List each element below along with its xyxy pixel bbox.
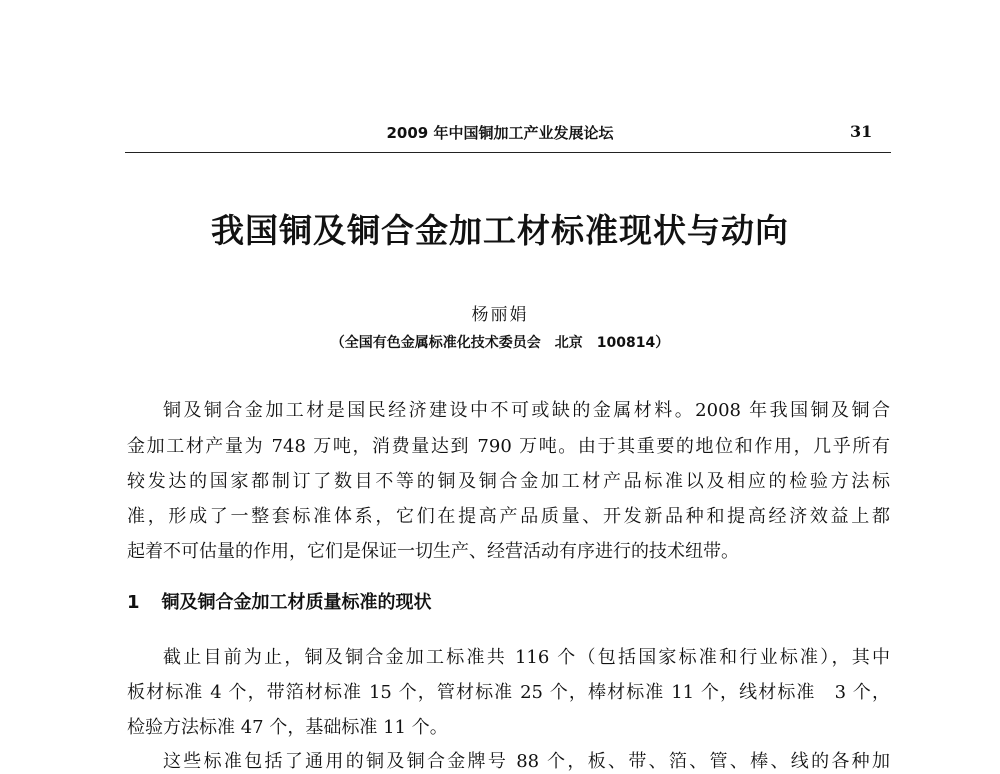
text-line: 这些标准包括了通用的铜及铜合金牌号 88 个，板、带、箔、管、棒、线的各种加 [163,751,890,772]
text-line: 铜及铜合金加工材是国民经济建设中不可或缺的金属材料。2008 年我国铜及铜合 [163,400,890,421]
text-line: 起着不可估量的作用，它们是保证一切生产、经营活动有序进行的技术纽带。 [127,541,739,562]
text-line: 检验方法标准 47 个，基础标准 11 个。 [127,717,448,738]
running-header: 2009 年中国铜加工产业发展论坛 [386,124,614,142]
section-number: 1 [127,592,140,613]
affiliation: （全国有色金属标准化技术委员会 北京 100814） [330,335,670,351]
text-line: 截止目前为止，铜及铜合金加工标准共 116 个（包括国家标准和行业标准），其中 [163,647,890,668]
text-line: 较发达的国家都制订了数目不等的铜及铜合金加工材产品标准以及相应的检验方法标 [127,471,890,492]
paper-title: 我国铜及铜合金加工材标准现状与动向 [211,211,789,250]
text-line: 金加工材产量为 748 万吨，消费量达到 790 万吨。由于其重要的地位和作用，几乎所有 [127,436,890,457]
section-title: 铜及铜合金加工材质量标准的现状 [161,592,432,613]
header-rule [125,152,891,153]
author: 杨丽娟 [471,305,529,325]
text-line: 板材标准 4 个，带箔材标准 15 个，管材标准 25 个，棒材标准 11 个，线材标准 3 个， [127,682,890,703]
page-number: 31 [850,122,873,141]
text-line: 准，形成了一整套标准体系，它们在提高产品质量、开发新品种和提高经济效益上都 [127,506,890,527]
section-heading [127,588,454,614]
